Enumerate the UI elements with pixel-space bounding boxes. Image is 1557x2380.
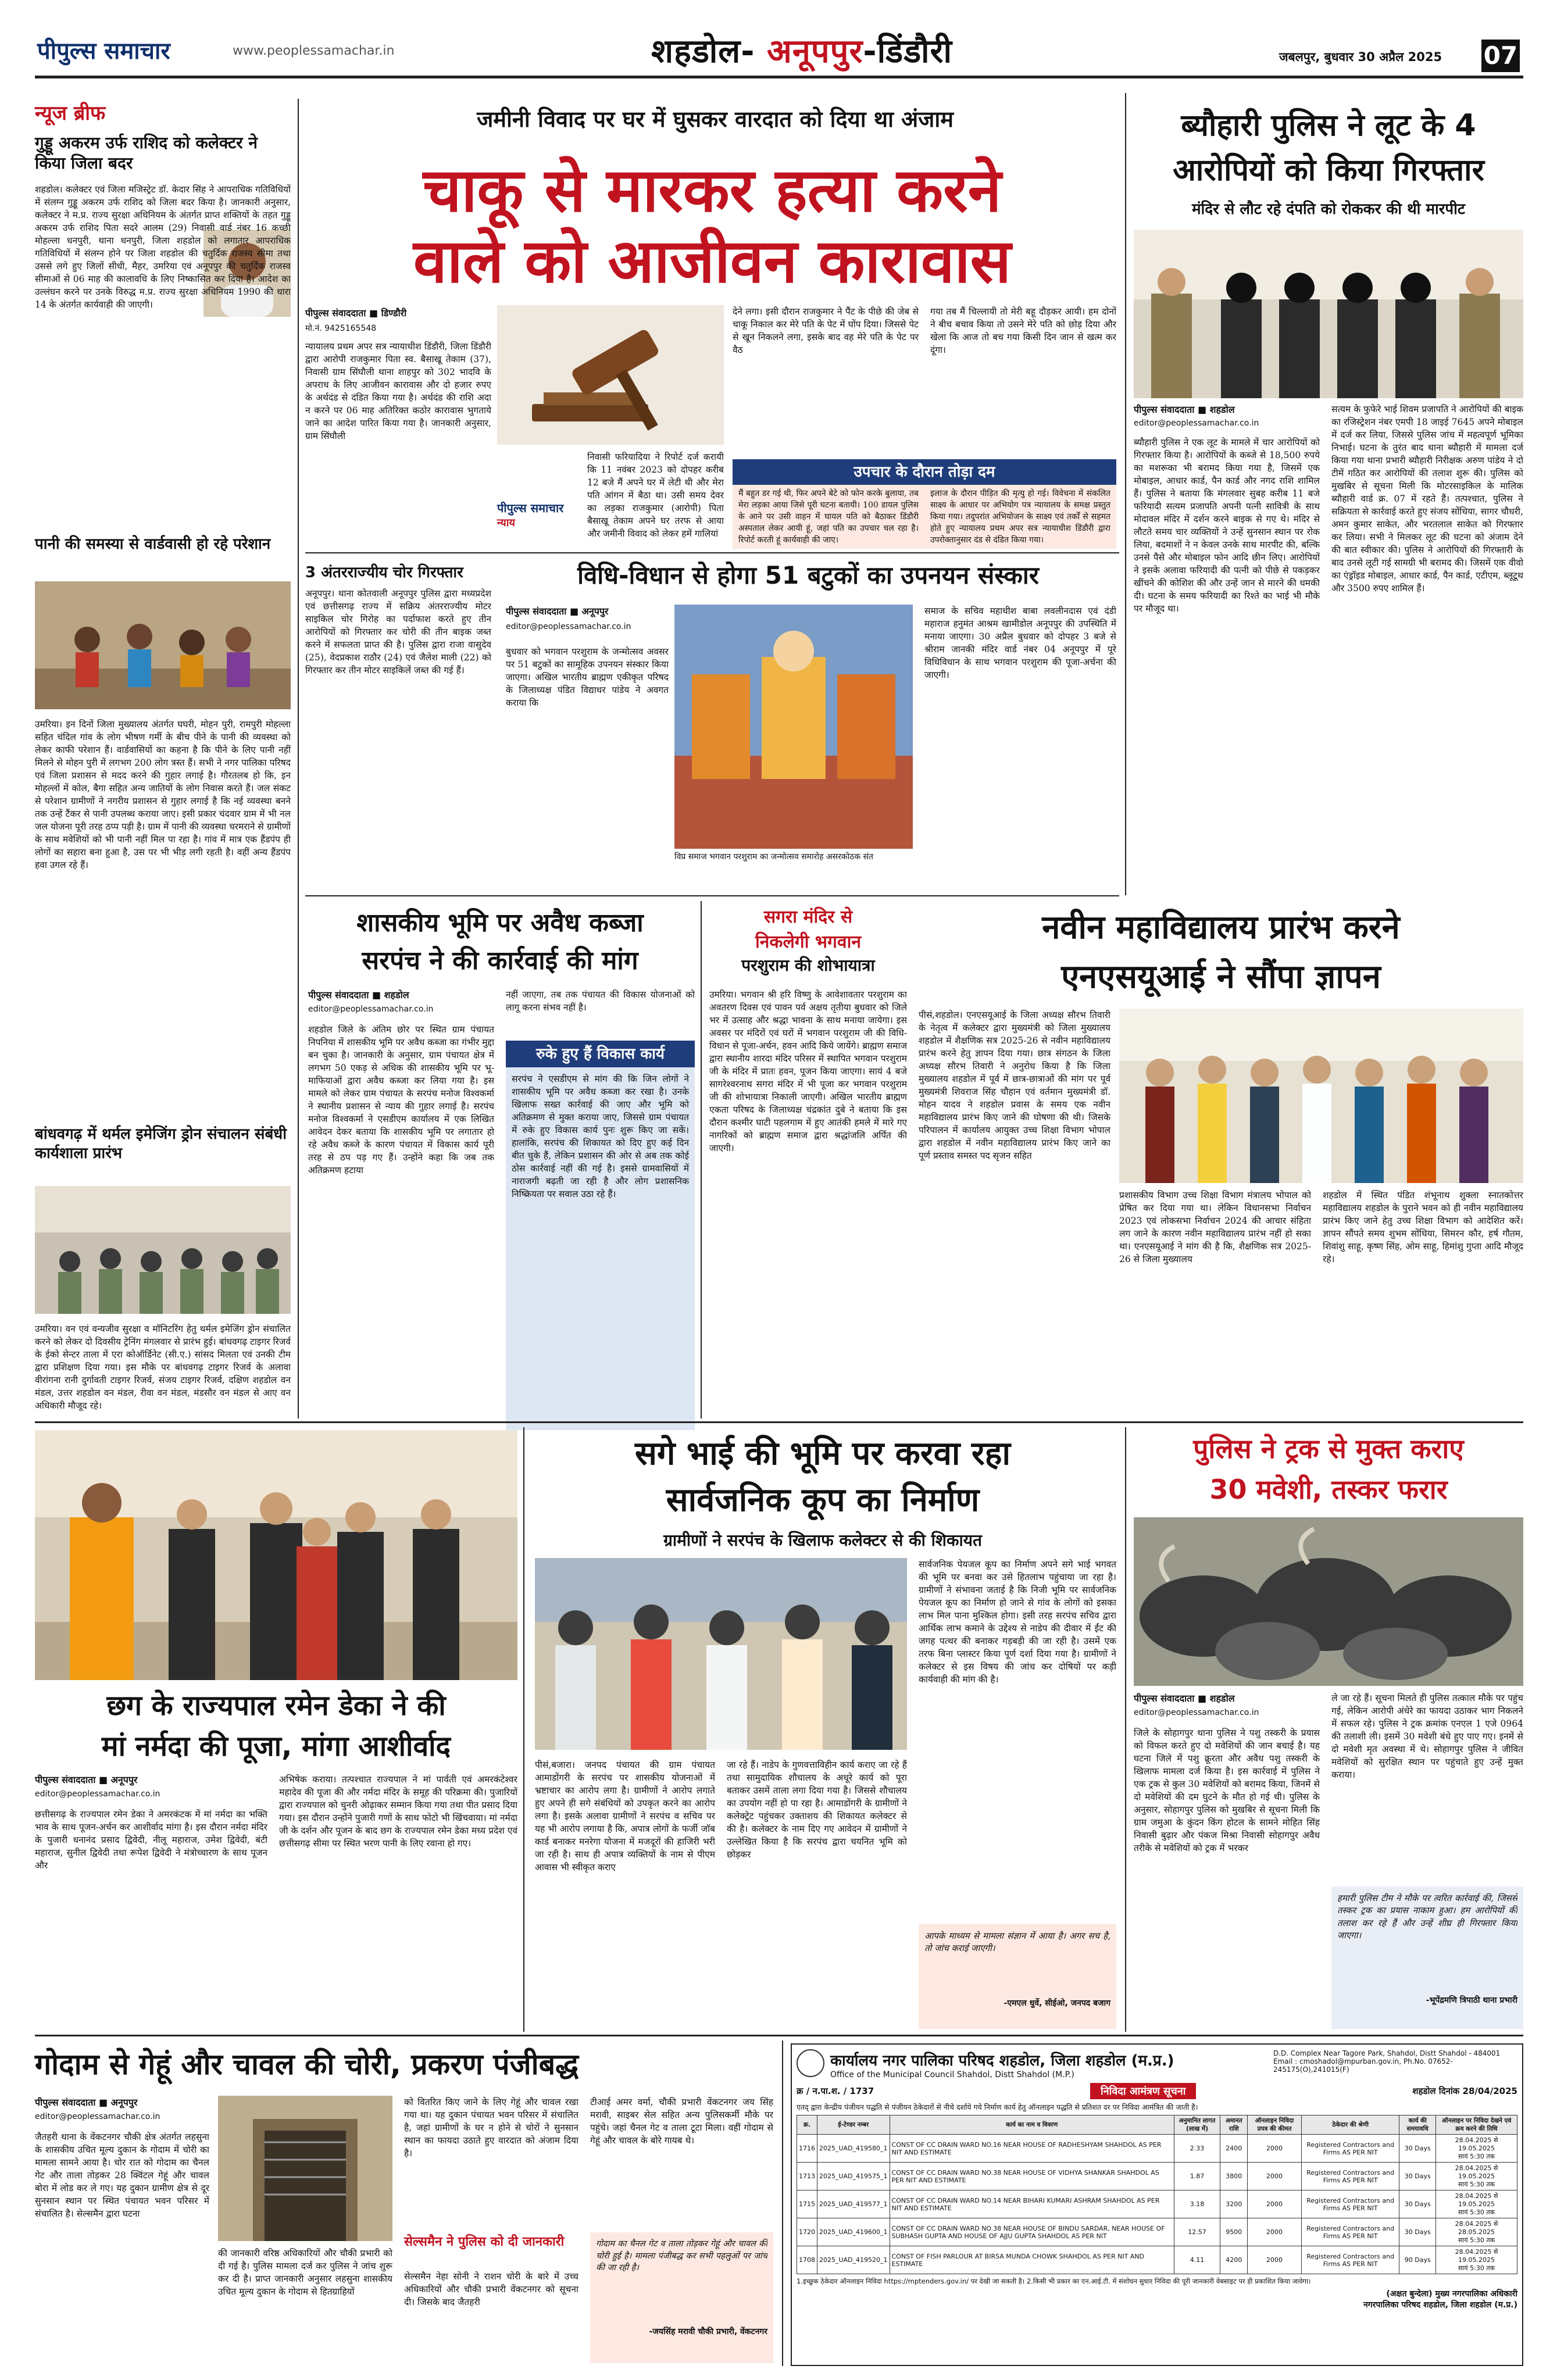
right-divider <box>1125 93 1126 895</box>
masthead-rule <box>35 76 1523 78</box>
cattle-col-1: जिले के सोहागपुर थाना पुलिस ने पशु तस्करी के प्रयास को विफल करते हुए दो मवेशियों की जान बचाई है। यह घटना जिले में पशु क्रूरता और अवैध पशु तस्करी के खिलाफ मामला दर्ज किया है। इस कार्रवाई में पुलिस ने एक ट्रक से कुल 30 मवेशियों को बरामद किया, जिनमें से दो मवेशियों की दम घुटने के मौत हो गई थी। पुलिस के अनुसार, सोहागपुर पुलिस को मुखबिर से सूचना मिली कि ग्राम जमुआ के कुंदन किंग होटल के सामने मोहित सिंह निवासी बुढ़ार और पंकज मिश्रा निवासी सोहागपुर अवैध तरीके से मवेशियों को ट्रक में भरकर <box>1134 1728 1320 1853</box>
tender-cell: 2025_UAD_419600_1 <box>817 2218 890 2246</box>
tender-cell: CONST OF CC DRAIN WARD NO.38 NEAR HOUSE OF BINDU SARDAR, NEAR HOUSE OF SUBHASH GUPTA AND HOUSE OF AJJU GUPTA SHAHDOL AS PER NIT <box>890 2218 1174 2246</box>
tender-cell: 28.04.2025 से 19.05.2025 सायं 5:30 तक <box>1436 2135 1517 2163</box>
encroach-headline-line2: सरपंच ने की कार्रवाई की मांग <box>362 946 638 975</box>
tender-ref-no: क्र / न.पा.श. / 1737 <box>797 2086 874 2096</box>
tender-time-note: सायं 5:30 तक <box>1458 2264 1495 2272</box>
cattle-quote-box <box>1331 1886 1523 2029</box>
tender-cell: Registered Contractors and Firms AS PER NIT <box>1301 2246 1399 2274</box>
tender-time-note: सायं 5:30 तक <box>1458 2181 1495 2188</box>
upanayan-body-right: समाज के सचिव महाधीश बाबा लवलीनदास एवं दंडी महाराज हनुमंत आश्रम खामीडोल अनूपपुर की उपस्थिति में मनाया जाएगा। 30 अप्रैल बुधवार को दोपहर 3 बजे से श्रीराम जानकी मंदिर वार्ड नंबर 04 अनूपपुर में पूरे विधिविधान के साथ भगवान परशुराम की पूजा-अर्चना की जाएगी। <box>924 606 1116 680</box>
tender-divider <box>782 2040 783 2366</box>
interstate-body: अनूपपुर। थाना कोतवाली अनूपपुर पुलिस द्वारा मध्यप्रदेश एवं छत्तीसगढ़ राज्य में सक्रिय अंतरराज्यीय मोटर साइकिल चोर गिरोह का पर्दाफाश करते हुए तीन आरोपियों को गिरफ्तार कर चोरी की तीन बाइक जब्त करने में सफलता प्राप्त की है। पुलिस द्वारा राजा वासुदेव (25), वेदप्रकाश राठौर (24) एवं जैलेश माली (22) को गिरफ्तार कर तीन मोटर साइकिलें जब्त की गई हैं। <box>305 588 491 676</box>
tender-cell: 90 Days <box>1399 2246 1436 2274</box>
cattle-quote-attr: -भूपेंद्रमणि त्रिपाठी थाना प्रभारी <box>1426 1996 1517 2005</box>
tender-header-cell: ई-टेण्डर नम्बर <box>817 2115 890 2135</box>
encroach-col-2-top: नहीं जाएगा, तब तक पंचायत की विकास योजनाओं को लागू करना संभव नहीं है। <box>506 989 695 1013</box>
well-quote: आपके माध्यम से मामला संज्ञान में आया है। अगर सच है, तो जांच कराई जाएगी। <box>924 1931 1110 1954</box>
nsui-headline-line1: नवीन महाविद्यालय प्रारंभ करने <box>1042 909 1400 946</box>
tender-header-cell: ऑनलाइन निविदा प्रपत्र की कीमत <box>1248 2115 1302 2135</box>
robbery-subhead: मंदिर से लौट रहे दंपति को रोककर की थी मारपीट <box>1191 201 1465 218</box>
tender-cell: 4200 <box>1220 2246 1248 2274</box>
website[interactable]: www.peoplessamachar.in <box>233 44 395 58</box>
brief-body-2: उमरिया। इन दिनों जिला मुख्यालय अंतर्गत घघरी, मोहन पुरी, रामपुरी मोहल्ला सहित चंदिल गांव के लोग भीषण गर्मी के बीच पीने के पानी की व्यवस्था को लेकर काफी परेशान हैं। वार्डवासियों का कहना है कि पीने के लिए पानी नहीं मिलने से मोहन पुरी में लगभग 200 लोग त्रस्त हैं। सभी ने नगर पालिका परिषद एवं जिला प्रशासन से मदद करने की गुहार लगाई है। गौरतलब हो कि, इन मोहल्लों में कोल, बैगा सहित अन्य जातियों के लोग निवास करते हैं। जल संकट से परेशान ग्रामीणों ने नगरीय प्रशासन से गुहार लगाई है कि नई व्यवस्था बनने तक उन्हें टैंकर से पानी उपलब्ध कराया जाए। इसी प्रकार चंदवार ग्राम में भी नल जल योजना पूरी तरह ठप्प पड़ी है। ग्राम में पानी की व्यवस्था चरमराने से ग्रामीणों के साथ मवेशियों को भी पानी नहीं मिल पा रहा है। गांव में मात्र एक हैंडपंप ही लोगों का सहारा बना हुआ है, उस पर भी भीड़ लगी रहती है। वहीं अन्य हैंडपंप हवा उगल रहे हैं। <box>35 719 291 870</box>
tender-cell: 3200 <box>1220 2190 1248 2218</box>
theft-col-1: जैतहरी थाना के वेंकटनगर चौकी क्षेत्र अंतर्गत लहसुना के शासकीय उचित मूल्य दुकान के गोदाम में चोरी का मामला सामने आया है। चोर रात को गोदाम का चैनल गेट और ताला तोड़कर 28 क्विंटल गेहूं और चावल बोरा में लोड कर ले गए। यह दुकान ग्रामीण क्षेत्र से दूर सुनसान स्थान पर स्थित पंचायत भवन परिसर में संचालित है। सेल्समैन द्वारा घटना <box>35 2132 209 2219</box>
theft-quote-attr: -जयसिंह मरावी चौकी प्रभारी, वेंकटनगर <box>649 2327 767 2336</box>
lead-kicker: जमीनी विवाद पर घर में घुसकर वारदात को दिया था अंजाम <box>477 106 954 132</box>
edition-title <box>651 28 952 72</box>
tender-header-cell: क्र. <box>797 2115 817 2135</box>
lead-box-head: उपचार के दौरान तोड़ा दम <box>733 459 1116 485</box>
tender-cell: Registered Contractors and Firms AS PER NIT <box>1301 2218 1399 2246</box>
tender-header-cell: अमानत राशि <box>1220 2115 1248 2135</box>
cattle-col-2: ले जा रहे हैं। सूचना मिलते ही पुलिस तत्काल मौके पर पहुंच गई, लेकिन आरोपी अंधेरे का फायदा उठाकर भाग निकलने में सफल रहे। पुलिस ने ट्रक क्रमांक एनएल 1 एजे 0964 की तलाशी ली। इसमें 30 मवेशी बंधे हुए पाए गए। इनमें से दो मवेशी मृत अवस्था में थे। सोहागपुर पुलिस ने जीवित मवेशियों को सुरक्षित स्थान पर पहुंचाते हुए उन्हें मुक्त कराया। <box>1331 1693 1523 1780</box>
tender-header-cell: ऑनलाइन पर निविदा देखने एवं क्रय करने की तिथि <box>1436 2115 1517 2135</box>
well-headline-line1: सगे भाई की भूमि पर करवा रहा <box>634 1435 1010 1473</box>
brief-headline-2: पानी की समस्या से वार्डवासी हो रहे परेशान <box>35 535 271 553</box>
brief-body-1: शहडोल। कलेक्टर एवं जिला मजिस्ट्रेट डॉ. केदार सिंह ने आपराधिक गतिविधियों में संलग्न गुड्डू अकरम उर्फ राशिद को जिला बदर किया है। जानकारी अनुसार, कलेक्टर ने म.प्र. राज्य सुरक्षा अधिनियम के अंतर्गत प्राप्त शक्तियों के तहत गुड्डू अकरम उर्फ राशिद पिता सदरे आलम (29) निवासी वार्ड नंबर 16 कच्छी मोहल्ला धनपुरी, थाना धनपुरी, जिला शहडोल को लगातार आपराधिक गतिविधियों में संलग्न होने पर जिला शहडोल की चतुर्दिक राजस्व सीमा तथा उससे लगे हुए जिलों सीधी, मैहर, उमरिया एवं अनूपपुर की चतुर्दिक राजस्व सीमाओं से 06 माह की कालावधि के लिए निष्कासित कर दिया है। आदेश का उल्लंघन करने पर उनके विरुद्ध म.प्र. राज्य सुरक्षा अधिनियम 1990 की धारा 14 के अंतर्गत कार्यवाही की जाएगी। <box>35 184 291 310</box>
lead-photo-gavel <box>497 305 724 445</box>
upanayan-photo <box>674 605 913 849</box>
encroach-email: editor@peoplessamachar.co.in <box>308 1005 434 1014</box>
nsui-body-left: पीसं,शहडोल। एनएसयूआई के जिला अध्यक्ष सौरभ तिवारी के नेतृत्व में कलेक्टर द्वारा मुख्यमंत्री को जिला मुख्यालय शहडोल में शैक्षणिक सत्र 2025-26 से नवीन महाविद्यालय प्रारंभ करने हेतु ज्ञापन दिया गया। छात्र संगठन के जिला अध्यक्ष सौरभ तिवारी ने अनुरोध किया है कि जिला मुख्यालय शहडोल में पूर्व में छात्र-छात्राओं की मांग पर पूर्व मुख्यमंत्री शिवराज सिंह चौहान एवं वर्तमान मुख्यमंत्री डॉ. मोहन यादव ने शहडोल प्रवास के समय एक नवीन महाविद्यालय प्रारंभ किए जाने की घोषणा की थी। जिसके परिपालन में कार्यालय आयुक्त उच्च शिक्षा विभाग भोपाल द्वारा शहडोल में नवीन महाविद्यालय प्रारंभ किए जाने का पूर्ण प्रस्ताव समस्त पद सृजन सहित <box>919 1010 1110 1161</box>
tender-cell: 1720 <box>797 2218 817 2246</box>
theft-col-3-body: सेल्समैन नेहा सोनी ने राशन चोरी के बारे में उच्च अधिकारियों और चौकी प्रभारी वेंकटनगर को सूचना दी। जिसके बाद जैतहरी <box>404 2271 578 2307</box>
interstate-headline: 3 अंतरराज्यीय चोर गिरफ्तार <box>305 564 463 581</box>
cattle-byline: पीपुल्स संवाददाता ■ शहडोल <box>1134 1693 1235 1704</box>
sagra-headline-line3: परशुराम की शोभायात्रा <box>741 956 875 975</box>
tender-cell: 28.04.2025 से 19.05.2025 सायं 5:30 तक <box>1436 2246 1517 2274</box>
tender-cell: Registered Contractors and Firms AS PER NIT <box>1301 2135 1399 2163</box>
tender-row <box>797 2163 1517 2190</box>
theft-headline: गोदाम से गेहूं और चावल की चोरी, प्रकरण पंजीबद्ध <box>35 2047 579 2081</box>
tender-cell: 12.57 <box>1174 2218 1220 2246</box>
tender-row <box>797 2190 1517 2218</box>
nsui-photo <box>1119 1009 1523 1183</box>
tender-cell: 4.11 <box>1174 2246 1220 2274</box>
lead-col-1: न्यायालय प्रथम अपर सत्र न्यायाधीश डिंडौरी, जिला डिंडौरी द्वारा आरोपी राजकुमार पिता स्व. बैसाखू तेकाम (37), निवासी ग्राम सिंघौली थाना शाहपुर को 302 भादवि के अपराध के लिए आजीवन कारावास और दो हजार रुपए के अर्थदंड से दंडित किया गया है। अर्थदंड की राशि अदा न करने पर 06 माह अतिरिक्त कठोर कारावास भुगताये जाने का आदेश पारित किया गया है। जानकारी अनुसार, ग्राम सिंघौली <box>305 341 491 441</box>
upanayan-headline: विधि-विधान से होगा 51 बटुकों का उपनयन संस्कार <box>577 561 1039 589</box>
cattle-headline-line1: पुलिस ने ट्रक से मुक्त कराए <box>1193 1433 1464 1464</box>
tender-cell: 2000 <box>1248 2190 1302 2218</box>
edition-part1: शहडोल- <box>651 33 767 70</box>
well-subhead: ग्रामीणों ने सरपंच के खिलाफ कलेक्टर से की शिकायत <box>663 1531 982 1550</box>
tender-cell: 2400 <box>1220 2135 1248 2163</box>
tender-notice <box>791 2043 1523 2366</box>
theft-byline: पीपुल्स संवाददाता ■ अनूपपुर <box>35 2097 138 2108</box>
tender-header-cell: कार्य का नाम व विवरण <box>890 2115 1174 2135</box>
tender-cell: 2000 <box>1248 2163 1302 2190</box>
tender-cell: 30 Days <box>1399 2190 1436 2218</box>
tender-cell: 30 Days <box>1399 2163 1436 2190</box>
tender-header-cell: ठेकेदार की श्रेणी <box>1301 2115 1399 2135</box>
tender-cell: 1713 <box>797 2163 817 2190</box>
well-col-2: जा रहे हैं। नाडेप के गुणवत्ताविहीन कार्य कराए जा रहे हैं तथा सामुदायिक शौचालय के अधूरे कार्य को पूरा बताकर उसमें ताला लगा दिया गया है। जिससे शौचालय का उपयोग नहीं हो पा रहा है। आमाडोंगरी के ग्रामीणों ने कलेक्ट्रेट पहुंचकर उक्ताशय की शिकायत कलेक्टर से की है। कलेक्टर के नाम दिए गए आवेदन में ग्रामीणों ने उल्लेखित किया है कि सरपंच द्वारा चयनित भूमि को छोड़कर <box>727 1760 907 1860</box>
upanayan-divider <box>305 895 1119 896</box>
tender-time-note: सायं 5:30 तक <box>1458 2236 1495 2244</box>
tender-cell: 30 Days <box>1399 2135 1436 2163</box>
lead-divider <box>305 552 1119 553</box>
well-col-1: पीसं,बजारा। जनपद पंचायत की ग्राम पंचायत आमाडोंगरी के सरपंच पर शासकीय योजनाओं में भ्रष्टाचार का आरोप लगा है। ग्रामीणों ने आरोप लगाते हुए अपने ही सगे संबंधियों को उपकृत करने का आरोप लगा है। इसके अलावा ग्रामीणों ने सरपंच व सचिव पर यह भी आरोप लगाया है कि, अपात्र लोगों के फर्जी जॉब कार्ड बनाकर मनरेगा योजना में मजदूरों की हाजिरी भरी जा रही है। साथ ही अपात्र व्यक्तियों के नाम से पीएम आवास भी स्वीकृत कराए <box>535 1760 715 1872</box>
tender-office-en: Office of the Municipal Council Shahdol, Distt Shahdol (M.P.) <box>830 2070 1074 2079</box>
tender-address: D.D. Complex Near Tagore Park, Shahdol, Distt Shahdol - 484001 <box>1273 2049 1501 2057</box>
lead-mobile: मो.नं. 9425165548 <box>305 324 377 333</box>
tender-cell: 28.04.2025 से 19.05.2025 सायं 5:30 तक <box>1436 2163 1517 2190</box>
well-headline-line2: सार्वजनिक कूप का निर्माण <box>666 1481 980 1519</box>
masthead <box>0 0 1557 70</box>
upanayan-body-left: बुधवार को भगवान परशुराम के जन्मोत्सव अवसर पर 51 बटुकों का सामूहिक उपनयन संस्कार किया जाएगा। अखिल भारतीय ब्राह्मण एकीकृत परिषद के जिलाध्यक्ष पंडित विद्याधर पांडेय ने अवगत कराया कि <box>506 646 669 708</box>
tender-contact: Email : cmoshadol@mpurban.gov.in, Ph.No. 07652-245175(O),241015(F) <box>1273 2057 1453 2074</box>
theft-col-2: की जानकारी वरिष्ठ अधिकारियों और चौकी प्रभारी को दी गई है। पुलिस मामला दर्ज कर पुलिस ने जांच शुरू कर दी है। प्राप्त जानकारी अनुसार लहसुना शासकीय उचित मूल्य दुकान के गोदाम से हितग्राहियों <box>218 2248 392 2297</box>
cattle-quote: हमारी पुलिस टीम ने मौके पर त्वरित कार्रवाई की, जिससे तस्कर ट्रक का प्रयास नाकाम हुआ। हम आरोपियों की तलाश कर रहे हैं और उन्हें शीघ्र ही गिरफ्तार किया जाएगा। <box>1337 1893 1517 1941</box>
upanayan-byline: पीपुल्स संवाददाता ■ अनूपपुर <box>506 606 609 617</box>
theft-col-4-top: टीआई अमर वर्मा, चौकी प्रभारी वेंकटनगर जय सिंह मरावी, साइबर सेल सहित अन्य पुलिसकर्मी मौके पर पहुंचे। जहां चैनल गेट व ताला टूटा मिला। वहीं गोदाम से गेहूं और चावल के बोरे गायब थे। <box>590 2097 773 2146</box>
theft-col-3-top: को वितरित किए जाने के लिए गेहूं और चावल रखा गया था। यह दुकान पंचायत भवन परिसर में संचालित है, जहां ग्रामीणों के घर न होने से चोरों ने सुनसान स्थान का फायदा उठाते हुए वारदात को अंजाम दिया है। <box>404 2097 578 2159</box>
tender-cell: CONST OF CC DRAIN WARD NO.16 NEAR HOUSE OF RADHESHYAM SHAHDOL AS PER NIT AND ESTIMATE <box>890 2135 1174 2163</box>
encroach-col-1: शहडोल जिले के अंतिम छोर पर स्थित ग्राम पंचायत निपनिया में शासकीय भूमि पर अवैध कब्जा का गंभीर मुद्दा बन चुका है। जानकारी के अनुसार, ग्राम पंचायत क्षेत्र में लगभग 50 एकड़ से अधिक की शासकीय भूमि पर भू-माफियाओं द्वारा अवैध कब्जा कर लिया गया है। इस मामले को लेकर ग्राम पंचायत के सरपंच मनोज विश्वकर्मा ने स्थानीय प्रशासन से न्याय की गुहार लगाई है। सरपंच मनोज विश्वकर्मा ने एसडीएम कार्यालय में एक लिखित आवेदन देकर बताया कि शासकीय भूमि पर लगातार हो रहे अवैध कब्जे के कारण पंचायत में विकास कार्य पूरी तरह से ठप पड़ गए हैं। उन्होंने कहा कि जब तक अतिक्रमण हटाया <box>308 1024 494 1175</box>
tender-cell: 3800 <box>1220 2163 1248 2190</box>
tender-time-note: सायं 5:30 तक <box>1458 2209 1495 2216</box>
tender-cell: 2025_UAD_419575_1 <box>817 2163 890 2190</box>
lead-col-2: निवासी फरियादिया ने रिपोर्ट दर्ज करायी कि 11 नवंबर 2023 को दोपहर करीब 12 बजे मैं अपने घर में लेटी थी और मेरा पति आंगन में बैठा था। उसी समय देवर का लड़का राजकुमार (आरोपी) पिता बैसाखू तेकाम अपने घर तरफ से आया और जमीनी विवाद को लेकर हमें गालियां <box>587 452 724 539</box>
lead-headline-line1: चाकू से मारकर हत्या करने <box>423 155 1002 226</box>
tender-cell: CONST OF FISH PARLOUR AT BIRSA MUNDA CHOWK SHAHDOL AS PER NIT AND ESTIMATE <box>890 2246 1174 2274</box>
governor-headline-line2: मां नर्मदा की पूजा, मांगा आशीर्वाद <box>101 1730 451 1763</box>
lead-small-logo <box>497 500 584 530</box>
news-brief-label: न्यूज ब्रीफ <box>35 102 106 125</box>
governor-col-1: छत्तीसगढ़ के राज्यपाल रमेन डेका ने अमरकंटक में मां नर्मदा का भक्ति भाव के साथ पूजन-अर्चन कर आशीर्वाद मांगा है। इस दौरान नर्मदा मंदिर के पुजारी धनानंद प्रसाद द्विवेदी, नीलू महाराज, उमेश द्विवेदी, बंटी महाराज, सुनील द्विवेदी तथा रूपेश द्विवेदी ने मंत्रोच्चारण के साथ पूजन और <box>35 1809 267 1871</box>
nsui-headline-line2: एनएसयूआई ने सौंपा ज्ञापन <box>1061 958 1381 996</box>
cattle-email: editor@peoplessamachar.co.in <box>1134 1708 1259 1717</box>
masthead-logo[interactable]: पीपुल्स समाचार <box>37 38 170 65</box>
governor-col-2: अभिषेक कराया। तत्पश्चात राज्यपाल ने मां पार्वती एवं अमरकंटेश्वर महादेव की पूजा की और नर्मदा मंदिर के समूह की परिक्रमा की। पुजारियों द्वारा राज्यपाल को चुनरी ओढ़ाकर सम्मान किया गया तथा पीत प्रसाद दिया गया। इस दौरान उन्होंने पुजारी गणों के साथ फोटो भी खिंचवाया। मां नर्मदा जी के दर्शन और पूजन के बाद छग के राज्यपाल रमेन डेका मध्य प्रदेश एवं छत्तीसगढ़ सीमा पर स्थित भरण पानी के लिए रवाना हो गए। <box>279 1774 517 1849</box>
cattle-photo <box>1134 1517 1523 1686</box>
upanayan-email: editor@peoplessamachar.co.in <box>506 622 631 631</box>
tender-cell: 2000 <box>1248 2246 1302 2274</box>
tender-cell: 9500 <box>1220 2218 1248 2246</box>
tender-time-note: सायं 5:30 तक <box>1458 2153 1495 2160</box>
sagra-headline-line2: निकलेगी भगवान <box>755 932 861 952</box>
tender-cell: CONST OF CC DRAIN WARD NO.38 NEAR HOUSE OF VIDHYA SHANKAR SHAHDOL AS PER NIT AND ESTIMATE <box>890 2163 1174 2190</box>
theft-quote-box <box>590 2232 773 2363</box>
tender-cell: 1.87 <box>1174 2163 1220 2190</box>
brief-headline-3: बांधवगढ़ में थर्मल इमेजिंग ड्रोन संचालन संबंधी कार्यशाला प्रारंभ <box>35 1125 287 1162</box>
governor-divider <box>523 1427 524 2032</box>
tender-intro: एतद् द्वारा केन्द्रीय पंजीयन पद्धति से पंजीयन ठेकेदारों से नीचे दर्शाये गये निर्माण कार्य हेतु ऑनलाइन पद्धति से प्रतिशत दर पर निविदा आमंत्रित की जाती है। <box>797 2103 1198 2111</box>
well-quote-attr: -एमएल धुर्वे, सीईओ, जनपद बजाग <box>1004 1999 1110 2008</box>
tender-cell: 2000 <box>1248 2135 1302 2163</box>
tender-header-row <box>797 2115 1517 2135</box>
tender-cell: 1716 <box>797 2135 817 2163</box>
cattle-divider <box>1125 1427 1126 2032</box>
governor-headline-line1: छग के राज्यपाल रमेन डेका ने की <box>106 1689 446 1722</box>
well-quote-box <box>919 1924 1116 2029</box>
theft-email: editor@peoplessamachar.co.in <box>35 2112 160 2121</box>
brief-photo-drone-workshop <box>35 1186 291 1314</box>
robbery-headline-line2: आरोपियों को किया गिरफ्तार <box>1173 153 1484 188</box>
sagra-headline-line1: सगरा मंदिर से <box>763 907 853 927</box>
tender-cell: CONST OF CC DRAIN WARD NO.14 NEAR BIHARI KUMARI ASHRAM SHAHDOL AS PER NIT AND ESTIMATE <box>890 2190 1174 2218</box>
well-photo <box>535 1558 907 1750</box>
tender-cell: 1708 <box>797 2246 817 2274</box>
theft-quote: गोदाम का चैनल गेट व ताला तोड़कर गेहूं और चावल की चोरी हुई है। मामला पंजीबद्ध कर सभी पहलुओं पर जांच की जा रही है। <box>596 2239 767 2273</box>
tender-row <box>797 2218 1517 2246</box>
tender-cell: 3.18 <box>1174 2190 1220 2218</box>
tender-table <box>797 2115 1517 2274</box>
tender-footnote: 1.इच्छुक ठेकेदार ऑनलाइन निविदा https://mptenders.gov.in/ पर देखी जा सकती है। 2.किसी भी प्रकार का एन.आई.टी. में संशोधन सुधार निविदा की पूरी जानकारी वेबसाइट पर ही प्रकाशित किया जावेगा। <box>797 2277 1311 2285</box>
sagra-body: उमरिया। भगवान श्री हरि विष्णु के आवेशावतार परशुराम का अवतरण दिवस एवं पावन पर्व अक्षय तृतीया बुधवार को जिले भर में उत्साह और श्रद्धा भावना के साथ मनाया जायेगा। इस अवसर पर मंदिरों एवं घरों में भगवान परशुराम जी की विधि-विधान से पूजा-अर्चन, हवन आदि किये जायेंगे। ब्राह्मण समाज द्वारा स्थानीय शारदा मंदिर परिसर में स्थापित भगवान परशुराम जी के मंदिर में प्रातः हवन, पूजन किया जाएगा। सायं 4 बजे सागरेश्वरनाथ सगरा मंदिर में भी पूजा कर भगवान परशुराम जी की शोभायात्रा निकाली जाएगी। अखिल भारतीय ब्राह्मण एकता परिषद के जिलाध्यक्ष चंद्रकांत दुबे ने बताया कि इस दौरान कश्मीर घाटी पहलगाम में हुए आतंकी हमले में मारे गए नागरिकों को ब्राह्मण समाज द्वारा श्रद्धांजलि अर्पित की जाएगी। <box>709 989 907 1153</box>
tender-cell: 28.04.2025 से 28.05.2025 सायं 5:30 तक <box>1436 2218 1517 2246</box>
tender-cell: 2025_UAD_419577_1 <box>817 2190 890 2218</box>
tender-row <box>797 2246 1517 2274</box>
tender-cell: Registered Contractors and Firms AS PER NIT <box>1301 2190 1399 2218</box>
tender-table-body <box>797 2135 1517 2274</box>
brief-headline-1: गुड्डू अकरम उर्फ राशिद को कलेक्टर ने किया जिला बदर <box>35 133 258 173</box>
governor-email: editor@peoplessamachar.co.in <box>35 1789 160 1799</box>
tender-cell: 2025_UAD_419580_1 <box>817 2135 890 2163</box>
lead-logo-text: पीपुल्स समाचार <box>497 501 564 515</box>
tender-office: कार्यालय नगर पालिका परिषद शहडोल, जिला शहडोल (म.प्र.) <box>830 2052 1174 2070</box>
encroach-headline-line1: शासकीय भूमि पर अवैध कब्जा <box>356 908 644 938</box>
cattle-headline-line2: 30 मवेशी, तस्कर फरार <box>1209 1474 1448 1505</box>
lead-logo-sub: न्याय <box>497 517 515 529</box>
tender-cell: 28.04.2025 से 19.05.2025 सायं 5:30 तक <box>1436 2190 1517 2218</box>
lead-headline-line2: वाले को आजीवन कारावास <box>413 226 1011 296</box>
tender-header-cell: अनुमानित लागत (लाख में) <box>1174 2115 1220 2135</box>
lead-byline: पीपुल्स संवाददाता ■ डिण्डौरी <box>305 308 407 319</box>
tender-notice-date: शहडोल दिनांक 28/04/2025 <box>1412 2086 1517 2096</box>
theft-photo <box>218 2096 392 2241</box>
sagra-divider <box>701 901 702 1418</box>
tender-row <box>797 2135 1517 2163</box>
well-col-3: सार्वजनिक पेयजल कूप का निर्माण अपने सगे भाई भगवत की भूमि पर बनवा कर उसे हितलाभ पहुंचाया जा रहा है। ग्रामीणों ने संभावना जताई है कि निजी भूमि पर सार्वजनिक पेयजल कूप का निर्माण हो जाने से गांव के लोगों को इसका लाभ मिल पाना मुश्किल होगा। इसी तरह सरपंच सचिव द्वारा आर्थिक लाभ कमाने के उद्देश्य से नाडेप की दीवार में ईंट की जगह पत्थर की बनाकर गड़बड़ी की जा रही है। उसमें एक तरफ बिना प्लास्टर किया पूर्ण दर्शा दिया गया है। ग्रामीणों ने कलेक्टर से इस विषय की जांच कर दोषियों पर कड़ी कार्यवाही की मांग की है। <box>919 1559 1116 1685</box>
edition-part2: अनूपपुर <box>767 33 863 70</box>
mid-rule <box>35 1421 1523 1423</box>
tender-cell: 2000 <box>1248 2218 1302 2246</box>
edition-part3: -डिंडौरी <box>863 33 952 70</box>
robbery-col-1: ब्यौहारी पुलिस ने एक लूट के मामले में चार आरोपियों को गिरफ्तार किया है। आरोपियों के कब्जे से 18,500 रुपये का मशरूका भी बरामद किया गया है, जिसमें एक मोबाइल, आधार कार्ड, पैन कार्ड और नगद राशि शामिल हैं। पुलिस ने बताया कि मंगलवार सुबह करीब 11 बजे फरियादी सत्यम प्रजापति अपनी पत्नी सावित्री के साथ मोदावल मंदिर में दर्शन करने बाइक से गए थे। मंदिर से लौटते समय चार व्यक्तियों ने उन्हें सुनसान स्थान पर रोक लिया, बदमाशों ने न केवल उनके साथ मारपीट की, बल्कि उनसे पैसे और मोबाइल फोन आदि छीन लिए। आरोपियों ने इसके अलावा फरियादी की पत्नी को पीछे से पकड़कर खींचने की कोशिश की और उन्हें जान से मारने की धमकी दी। घटना के समय फरियादी का रिश्ते का भाई भी मौके पर मौजूद था। <box>1134 437 1320 614</box>
governor-byline: पीपुल्स संवाददाता ■ अनूपपुर <box>35 1774 138 1785</box>
encroach-byline: पीपुल्स संवाददाता ■ शहडोल <box>308 989 409 1000</box>
issue-date: जबलपुर, बुधवार 30 अप्रैल 2025 <box>1279 50 1442 64</box>
robbery-byline: पीपुल्स संवाददाता ■ शहडोल <box>1134 404 1235 415</box>
encroach-box-head: रुके हुए हैं विकास कार्य <box>506 1041 695 1067</box>
lead-box-col1: मैं बहुत डर गई थी, फिर अपने बेटे को फोन करके बुलाया, तब मेरा लड़का आया जिसे पूरी घटना बतायी। 100 डायल पुलिस के आने पर उसी वाहन में घायल पति को बैठाकर डिंडौरी अस्पताल लेकर आयी हूं, जहां पति का उपचार चल रहा है। रिपोर्ट करती हूं कार्यवाही की जाए। <box>738 489 919 545</box>
robbery-col-2: सत्यम के फुफेरे भाई शिवम प्रजापति ने आरोपियों की बाइक का रजिस्ट्रेशन नंबर एमपी 18 जाइई 7645 अपने मोबाइल में दर्ज कर लिया, जिससे पुलिस जांच में महत्वपूर्ण भूमिका निभाई। घटना के तुरंत बाद थाना ब्यौहारी में मामला दर्ज किया गया थाना प्रभारी ब्यौहारी निरीक्षक अरुण पांडेय ने दो टीमें गठित कर आरोपियों की तलाश शुरू की। पुलिस को मुखबिर से सूचना मिली कि मोटरसाइकिल के मालिक ब्यौहारी वार्ड क्र. 07 में रहते हैं। तत्पश्चात, पुलिस ने सक्रियता से कार्रवाई करते हुए संजय सोंधिया, सागर चौधरी, अमन कुमार साकेत, और भरतलाल साकेत को गिरफ्तार कर लिया। सभी ने मिलकर लूट की घटना को अंजाम देने की बात स्वीकार की। पुलिस ने आरोपियों की गिरफ्तारी के बाद उनसे लूटी गई सामग्री भी बरामद की। जिसमें एक वीवो का एंड्रॉइड मोबाइल, आधार कार्ड, पैन कार्ड, एटीएम, ब्लूटूथ और 3500 रुपए शामिल हैं। <box>1331 404 1523 594</box>
brief-body-3: उमरिया। वन एवं वन्यजीव सुरक्षा व मॉनिटरिंग हेतु थर्मल इमेजिंग ड्रोन संचालित करने को लेकर दो दिवसीय ट्रेनिंग मंगलवार से प्रारंभ हुई। बांधवगढ़ टाइगर रिजर्व के ईको सेन्टर ताला में एरा कोऑर्डिनेट (सी.ए.) सांसद मिलता एवं उनकी टीम द्वारा प्रशिक्षण दिया गया। इस मौके पर बांधवगढ़ टाइगर रिजर्व के अलावा वीरांगना रानी दुर्गावती टाइगर रिजर्व, संजय टाइगर रिजर्व, दक्षिण शहडोल वन मंडल, उत्तर शहडोल वन मंडल, रीवा वन मंडल, मंडसौर वन मंडल से आए वन अधिकारी मौजूद रहे। <box>35 1324 291 1411</box>
robbery-photo <box>1134 230 1523 398</box>
tender-signature: (अक्षत बुन्देला) मुख्य नगरपालिका अधिकारी <box>1386 2289 1517 2299</box>
lead-col-4: गया तब मैं चिल्लायी तो मेरी बहू दौड़कर आयी। हम दोनों ने बीच बचाव किया तो उसने मेरे पति को छोड़ दिया और खेला कि आज तो बच गया किसी दिन जान से खत्म कर दूंगा। <box>930 306 1116 355</box>
lead-box-col2: इलाज के दौरान पीड़ित की मृत्यु हो गई। विवेचना में संकलित साक्ष्य के आधार पर अभियोग पत्र न्यायालय के समक्ष प्रस्तुत किया गया। तदुपरांत अभियोजन के साक्ष्य एवं तर्कों से सहमत होते हुए न्यायालय प्रथम अपर सत्र न्यायाधीश डिंडौरी द्वारा उपरोक्तानुसार दंड से दंडित किया गया। <box>930 489 1110 545</box>
tender-notice-title: निविदा आमंत्रण सूचना <box>1090 2083 1196 2099</box>
nsui-body-mid: प्रशासकीय विभाग उच्च शिक्षा विभाग मंत्रालय भोपाल को प्रेषित कर दिया गया था। लेकिन विधानसभा निर्वाचन 2023 एवं लोकसभा निर्वाचन 2024 की आचार संहिता लग जाने के कारण नवीन महाविद्यालय प्रारंभ नहीं हो सका था। एनएसयूआई ने मांग की है कि, शैक्षणिक सत्र 2025-26 से जिला मुख्यालय <box>1119 1190 1311 1264</box>
tender-cell: Registered Contractors and Firms AS PER NIT <box>1301 2163 1399 2190</box>
theft-col-3-head: सेल्समैन ने पुलिस को दी जानकारी <box>404 2235 565 2249</box>
page-number: 07 <box>1481 40 1520 72</box>
brief-photo-water <box>35 581 291 709</box>
tender-cell: 2.33 <box>1174 2135 1220 2163</box>
robbery-headline-line1: ब्यौहारी पुलिस ने लूट के 4 <box>1181 108 1476 143</box>
encroach-box-body: सरपंच ने एसडीएम से मांग की कि जिन लोगों ने शासकीय भूमि पर अवैध कब्जा कर रखा है। उनके खिलाफ सख्त कार्रवाई की जाए और भूमि को अतिक्रमण से मुक्त कराया जाए, जिससे ग्राम पंचायत में रुके हुए विकास कार्य पुनः शुरू किए जा सकें। हालांकि, सरपंच की शिकायत को दिए हुए कई दिन बीत चुके हैं, लेकिन प्रशासन की ओर से अब तक कोई ठोस कार्रवाई नहीं की गई है। इससे ग्रामवासियों में नाराजगी बढ़ती जा रही है और लोग प्रशासनिक निष्क्रियता पर सवाल उठा रहे हैं। <box>512 1074 689 1199</box>
tender-signature-2: नगरपालिका परिषद शहडोल, जिला शहडोल (म.प्र.) <box>1363 2300 1517 2310</box>
tender-cell: 2025_UAD_419520_1 <box>817 2246 890 2274</box>
nsui-body-right: शहडोल में स्थित पंडित शंभूनाथ शुक्ला स्नातकोत्तर महाविद्यालय शहडोल के पुराने भवन को ही नवीन महाविद्यालय प्रारंभ किए जाने हेतु उच्च शिक्षा विभाग को आदेशित करें। ज्ञापन सौंपते समय शुभम सोंधिया, सिमरन कौर, हर्ष गौतम, शिवांशु साहू, कृष्ण सिंह, ओम साहू, हिमांशु गुप्ता आदि मौजूद रहे। <box>1323 1190 1523 1264</box>
lower-rule <box>35 2035 1523 2036</box>
governor-photo <box>35 1430 517 1680</box>
brief-divider <box>298 99 299 1418</box>
robbery-email: editor@peoplessamachar.co.in <box>1134 419 1259 428</box>
tender-cell: 1715 <box>797 2190 817 2218</box>
tender-header-cell: कार्य की समयावधि <box>1399 2115 1436 2135</box>
lead-col-3: देने लगा। इसी दौरान राजकुमार ने पैंट के पीछे की जेब से चाकू निकाल कर मेरे पति के पेट में घोंप दिया। जिससे पेट से खून निकलने लगा, इसके बाद वह मेरे पति के पेट पर वैठ <box>733 306 919 355</box>
emblem-icon <box>797 2049 824 2077</box>
tender-cell: 30 Days <box>1399 2218 1436 2246</box>
upanayan-caption: विप्र समाज भगवान परशुराम का जन्मोत्सव समारोह असरकोठक संत <box>674 852 873 862</box>
